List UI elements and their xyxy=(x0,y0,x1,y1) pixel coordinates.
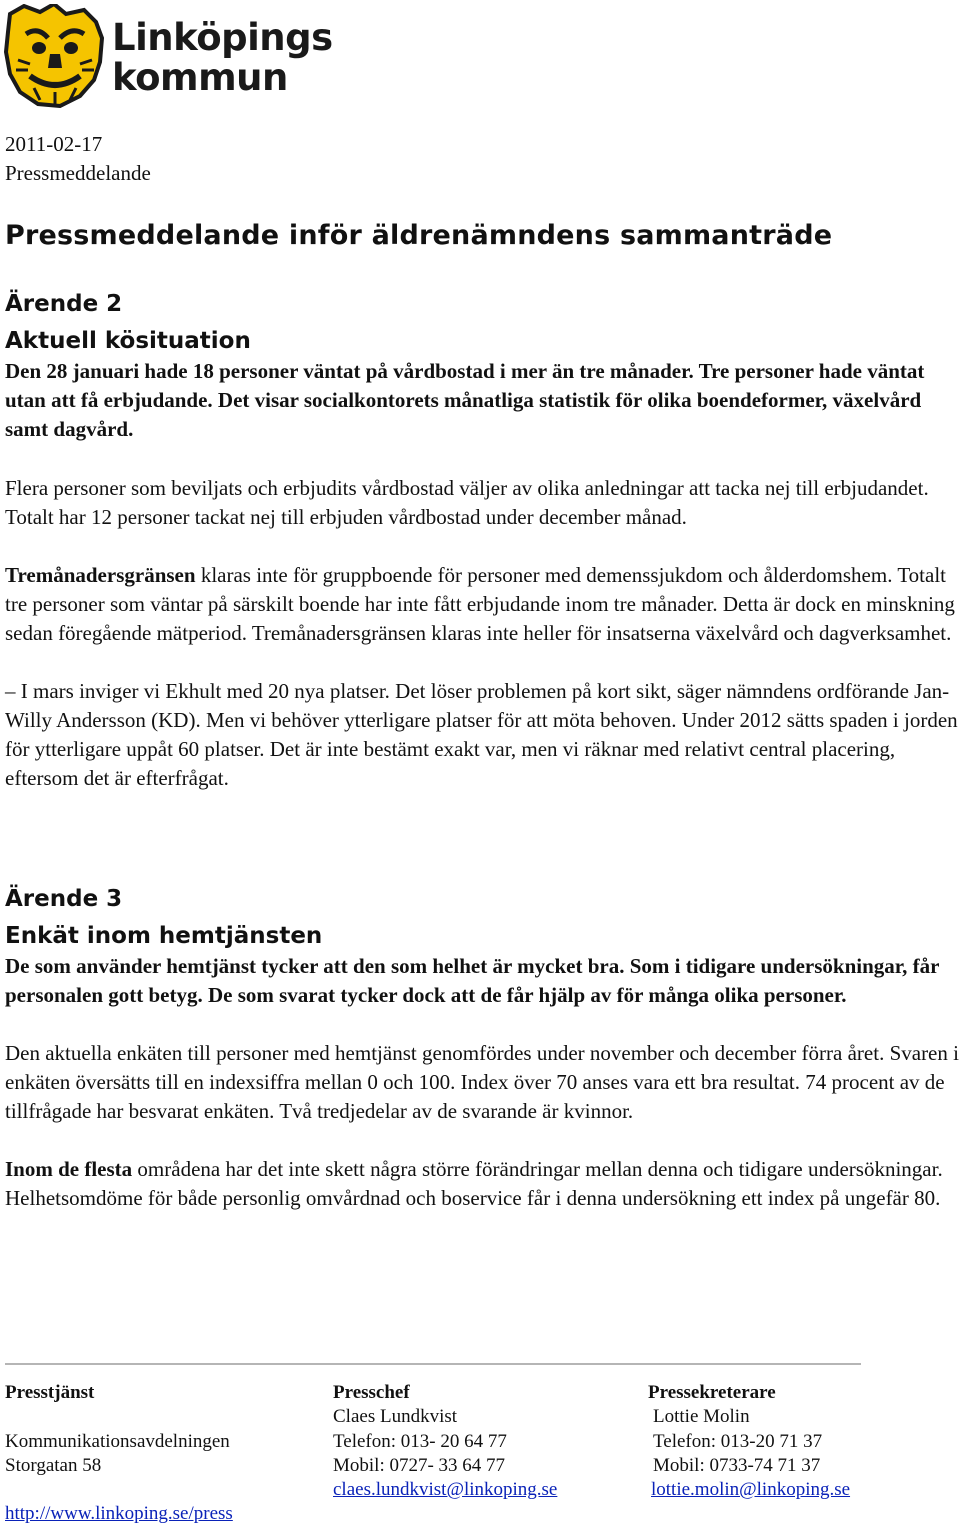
section-subheading: Aktuell kösituation xyxy=(5,328,251,354)
lead-paragraph: De som använder hemtjänst tycker att den som helhet är mycket bra. Som i tidigare undersökningar, får personalen gott betyg. De som svarat tycker dock att de får hjälp av för många olika personer. xyxy=(5,954,940,1007)
footer-heading: Pressekreterare xyxy=(648,1382,776,1403)
paragraph xyxy=(5,1155,960,1213)
logo-text-line1: Linköpings xyxy=(112,16,333,59)
logo-text-line2: kommun xyxy=(112,56,288,99)
section-arende-2 xyxy=(5,287,960,793)
lead-paragraph: Den 28 januari hade 18 personer väntat på vårdbostad i mer än tre månader. Tre personer hade väntat utan att få erbjudande. Det visar socialkontorets månatliga statistik för olika boendeformer, växelvård samt dagvård. xyxy=(5,359,925,441)
page-title: Pressmeddelande inför äldrenämndens sammanträde xyxy=(5,220,833,251)
paragraph: Den aktuella enkäten till personer med hemtjänst genomfördes under november och december förra året. Svaren i enkäten översätts till en indexsiffra mellan 0 och 100. Index över 70 anses vara ett bra resultat. 74 procent av de tillfrågade har besvarat enkäten. Två tredjedelar av de svarande är kvinnor. xyxy=(5,1041,959,1123)
contact-mobile: Mobil: 0733-74 71 37 xyxy=(653,1454,821,1476)
contact-name: Claes Lundkvist xyxy=(333,1406,458,1428)
contact-name: Lottie Molin xyxy=(653,1406,750,1428)
section-heading: Ärende 3 xyxy=(5,886,123,912)
paragraph-bold-start: Tremånadersgränsen xyxy=(5,563,196,587)
paragraph: Flera personer som beviljats och erbjudits vårdbostad väljer av olika anledningar att tacka nej till erbjudandet. Totalt har 12 personer tackat nej till erbjuden vårdbostad under december månad. xyxy=(5,476,929,529)
contact-phone: Telefon: 013-20 71 37 xyxy=(653,1430,823,1452)
quote-paragraph: – I mars inviger vi Ekhult med 20 nya platser. Det löser problemen på kort sikt, säger nämndens ordförande Jan-Willy Andersson (KD). Men vi behöver ytterligare platser för att möta behoven. Under 2012 sätts spaden i jorden för ytterligare uppåt 60 platser. Det är inte bestämt exakt var, men vi räknar med relativt central placering, eftersom det är efterfrågat. xyxy=(5,679,958,790)
meta-block xyxy=(5,130,960,188)
footer-address: Storgatan 58 xyxy=(5,1454,102,1476)
date: 2011-02-17 xyxy=(5,132,103,156)
document-type: Pressmeddelande xyxy=(5,161,151,185)
contact-email-link[interactable]: claes.lundkvist@linkoping.se xyxy=(333,1479,558,1501)
footer-heading: Presstjänst xyxy=(5,1382,95,1403)
contact-phone: Telefon: 013- 20 64 77 xyxy=(333,1430,507,1452)
footer-col-presschef xyxy=(333,1381,557,1502)
linkoping-logo xyxy=(4,4,334,108)
section-arende-3 xyxy=(5,882,960,1213)
paragraph-text: områdena har det inte skett några större förändringar mellan denna och tidigare undersökningar. Helhetsomdöme för både personlig omvårdnad och boservice får i denna undersökning ett index på ungefär 80. xyxy=(5,1157,943,1210)
footer-col-pressekreterare xyxy=(648,1381,850,1502)
footer-divider xyxy=(5,1363,861,1365)
section-heading: Ärende 2 xyxy=(5,291,123,317)
paragraph-bold-start: Inom de flesta xyxy=(5,1157,133,1181)
section-subheading: Enkät inom hemtjänsten xyxy=(5,923,323,949)
paragraph-text: klaras inte för gruppboende för personer med demenssjukdom och ålderdomshem. Totalt tre personer som väntar på särskilt boende har inte fått erbjudande inom tre månader. Detta är dock en minskning sedan föregående mätperiod. Tremånadersgränsen klaras inte heller för insatserna växelvård och dagverksamhet. xyxy=(5,563,955,645)
footer-heading: Presschef xyxy=(333,1382,410,1403)
footer-col-presstjanst xyxy=(5,1381,233,1527)
contact-mobile: Mobil: 0727- 33 64 77 xyxy=(333,1454,506,1476)
contact-email-link[interactable]: lottie.molin@linkoping.se xyxy=(651,1479,851,1501)
paragraph xyxy=(5,561,960,648)
footer-org: Kommunikationsavdelningen xyxy=(5,1430,230,1452)
press-link[interactable]: http://www.linkoping.se/press xyxy=(5,1503,233,1525)
